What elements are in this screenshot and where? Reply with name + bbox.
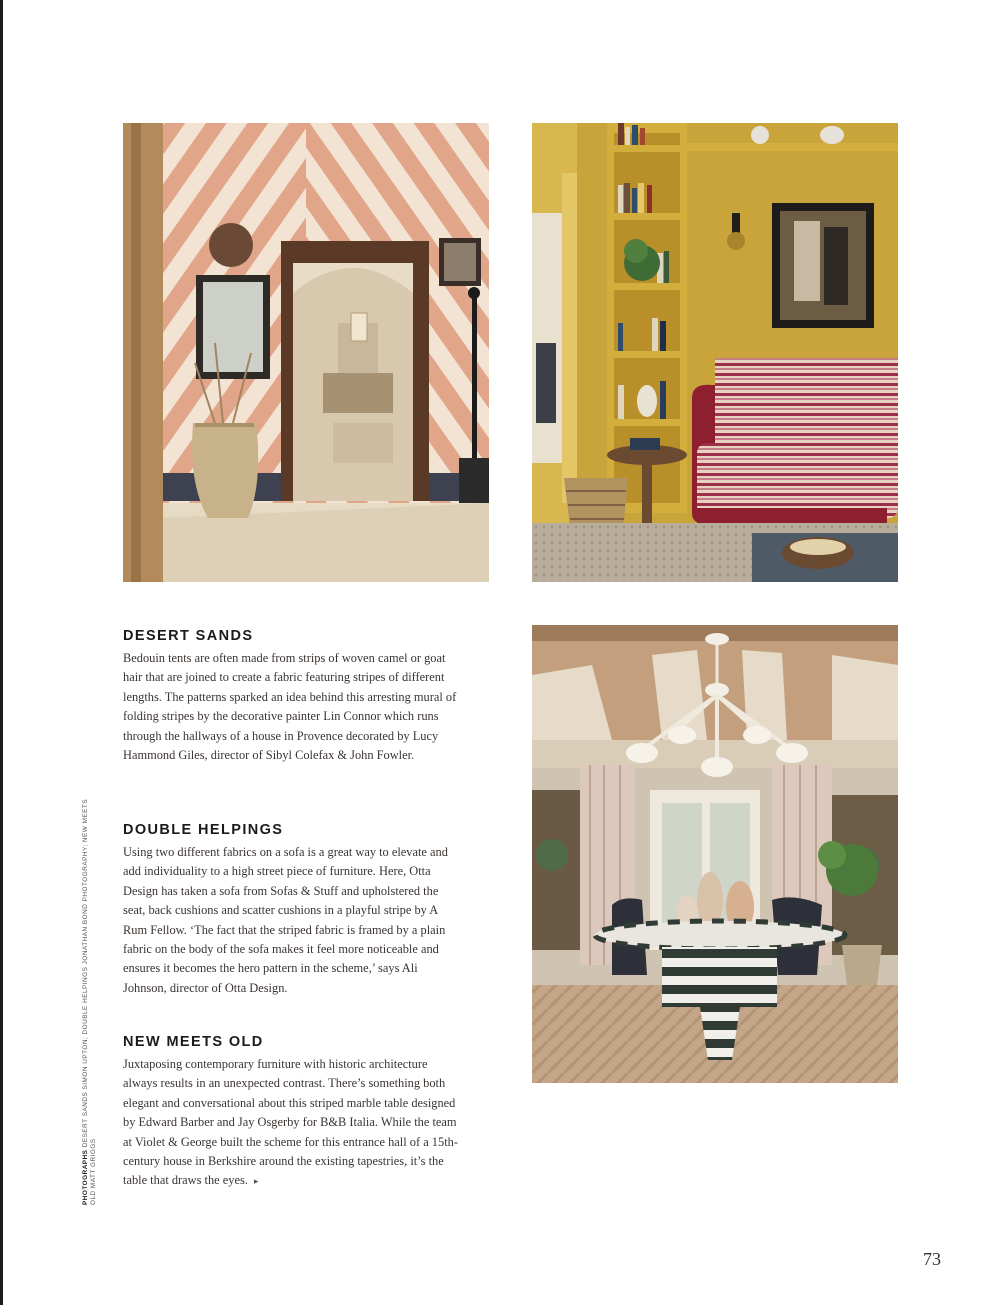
section-body: Juxtaposing contemporary furniture with historic architecture always results in an unexpected contrast. There’s something both elegant and conversational about this striped marble table designed by Edward Barber and Jay Osgerby for B&B Italia. While the team at Violet & George built the scheme for this entrance hall of a 15th-century house in Berkshire around the existing tapestries, it’s the table that draws the eyes. <box>123 1057 458 1188</box>
section-double-helpings <box>123 822 463 998</box>
section-heading: NEW MEETS OLD <box>123 1034 264 1050</box>
section-new-meets-old <box>123 1034 463 1193</box>
new-meets-old-photo <box>532 625 898 1083</box>
section-heading: DESERT SANDS <box>123 628 254 644</box>
section-desert-sands <box>123 628 463 765</box>
continue-arrow-icon: ▸ <box>253 1177 259 1188</box>
page-edge <box>0 0 3 1305</box>
photo-credit <box>82 785 98 1205</box>
photo-credit-text: DESERT SANDS SIMON UPTON; DOUBLE HELPINGS JONATHAN BOND PHOTOGRAPHY; NEW MEETS OLD MATT GRIGGS <box>82 798 97 1205</box>
photo-credit-label: PHOTOGRAPHS <box>82 1149 89 1205</box>
desert-sands-photo <box>123 123 489 582</box>
section-heading: DOUBLE HELPINGS <box>123 822 284 838</box>
section-body: Using two different fabrics on a sofa is a great way to elevate and add individuality to a high street piece of furniture. Here, Otta Design has taken a sofa from Sofas & Stuff and upholstered the seat, back cushions and scatter cushions in a playful stripe by A Rum Fellow. ‘The fact that the striped fabric is framed by a plain fabric on the body of the sofa makes it feel more noticeable and ensures it becomes the hero pattern in the scheme,’ says Ali Johnson, director of Otta Design. <box>123 845 448 995</box>
page-number: 73 <box>923 1249 941 1269</box>
section-body: Bedouin tents are often made from strips of woven camel or goat hair that are joined to create a fabric featuring stripes of different lengths. The patterns sparked an idea behind this arresting mural of folding stripes by the decorative painter Lin Connor which runs through the hallways of a house in Provence decorated by Lucy Hammond Giles, director of Sibyl Colefax & John Fowler. <box>123 651 457 763</box>
double-helpings-photo <box>532 123 898 582</box>
